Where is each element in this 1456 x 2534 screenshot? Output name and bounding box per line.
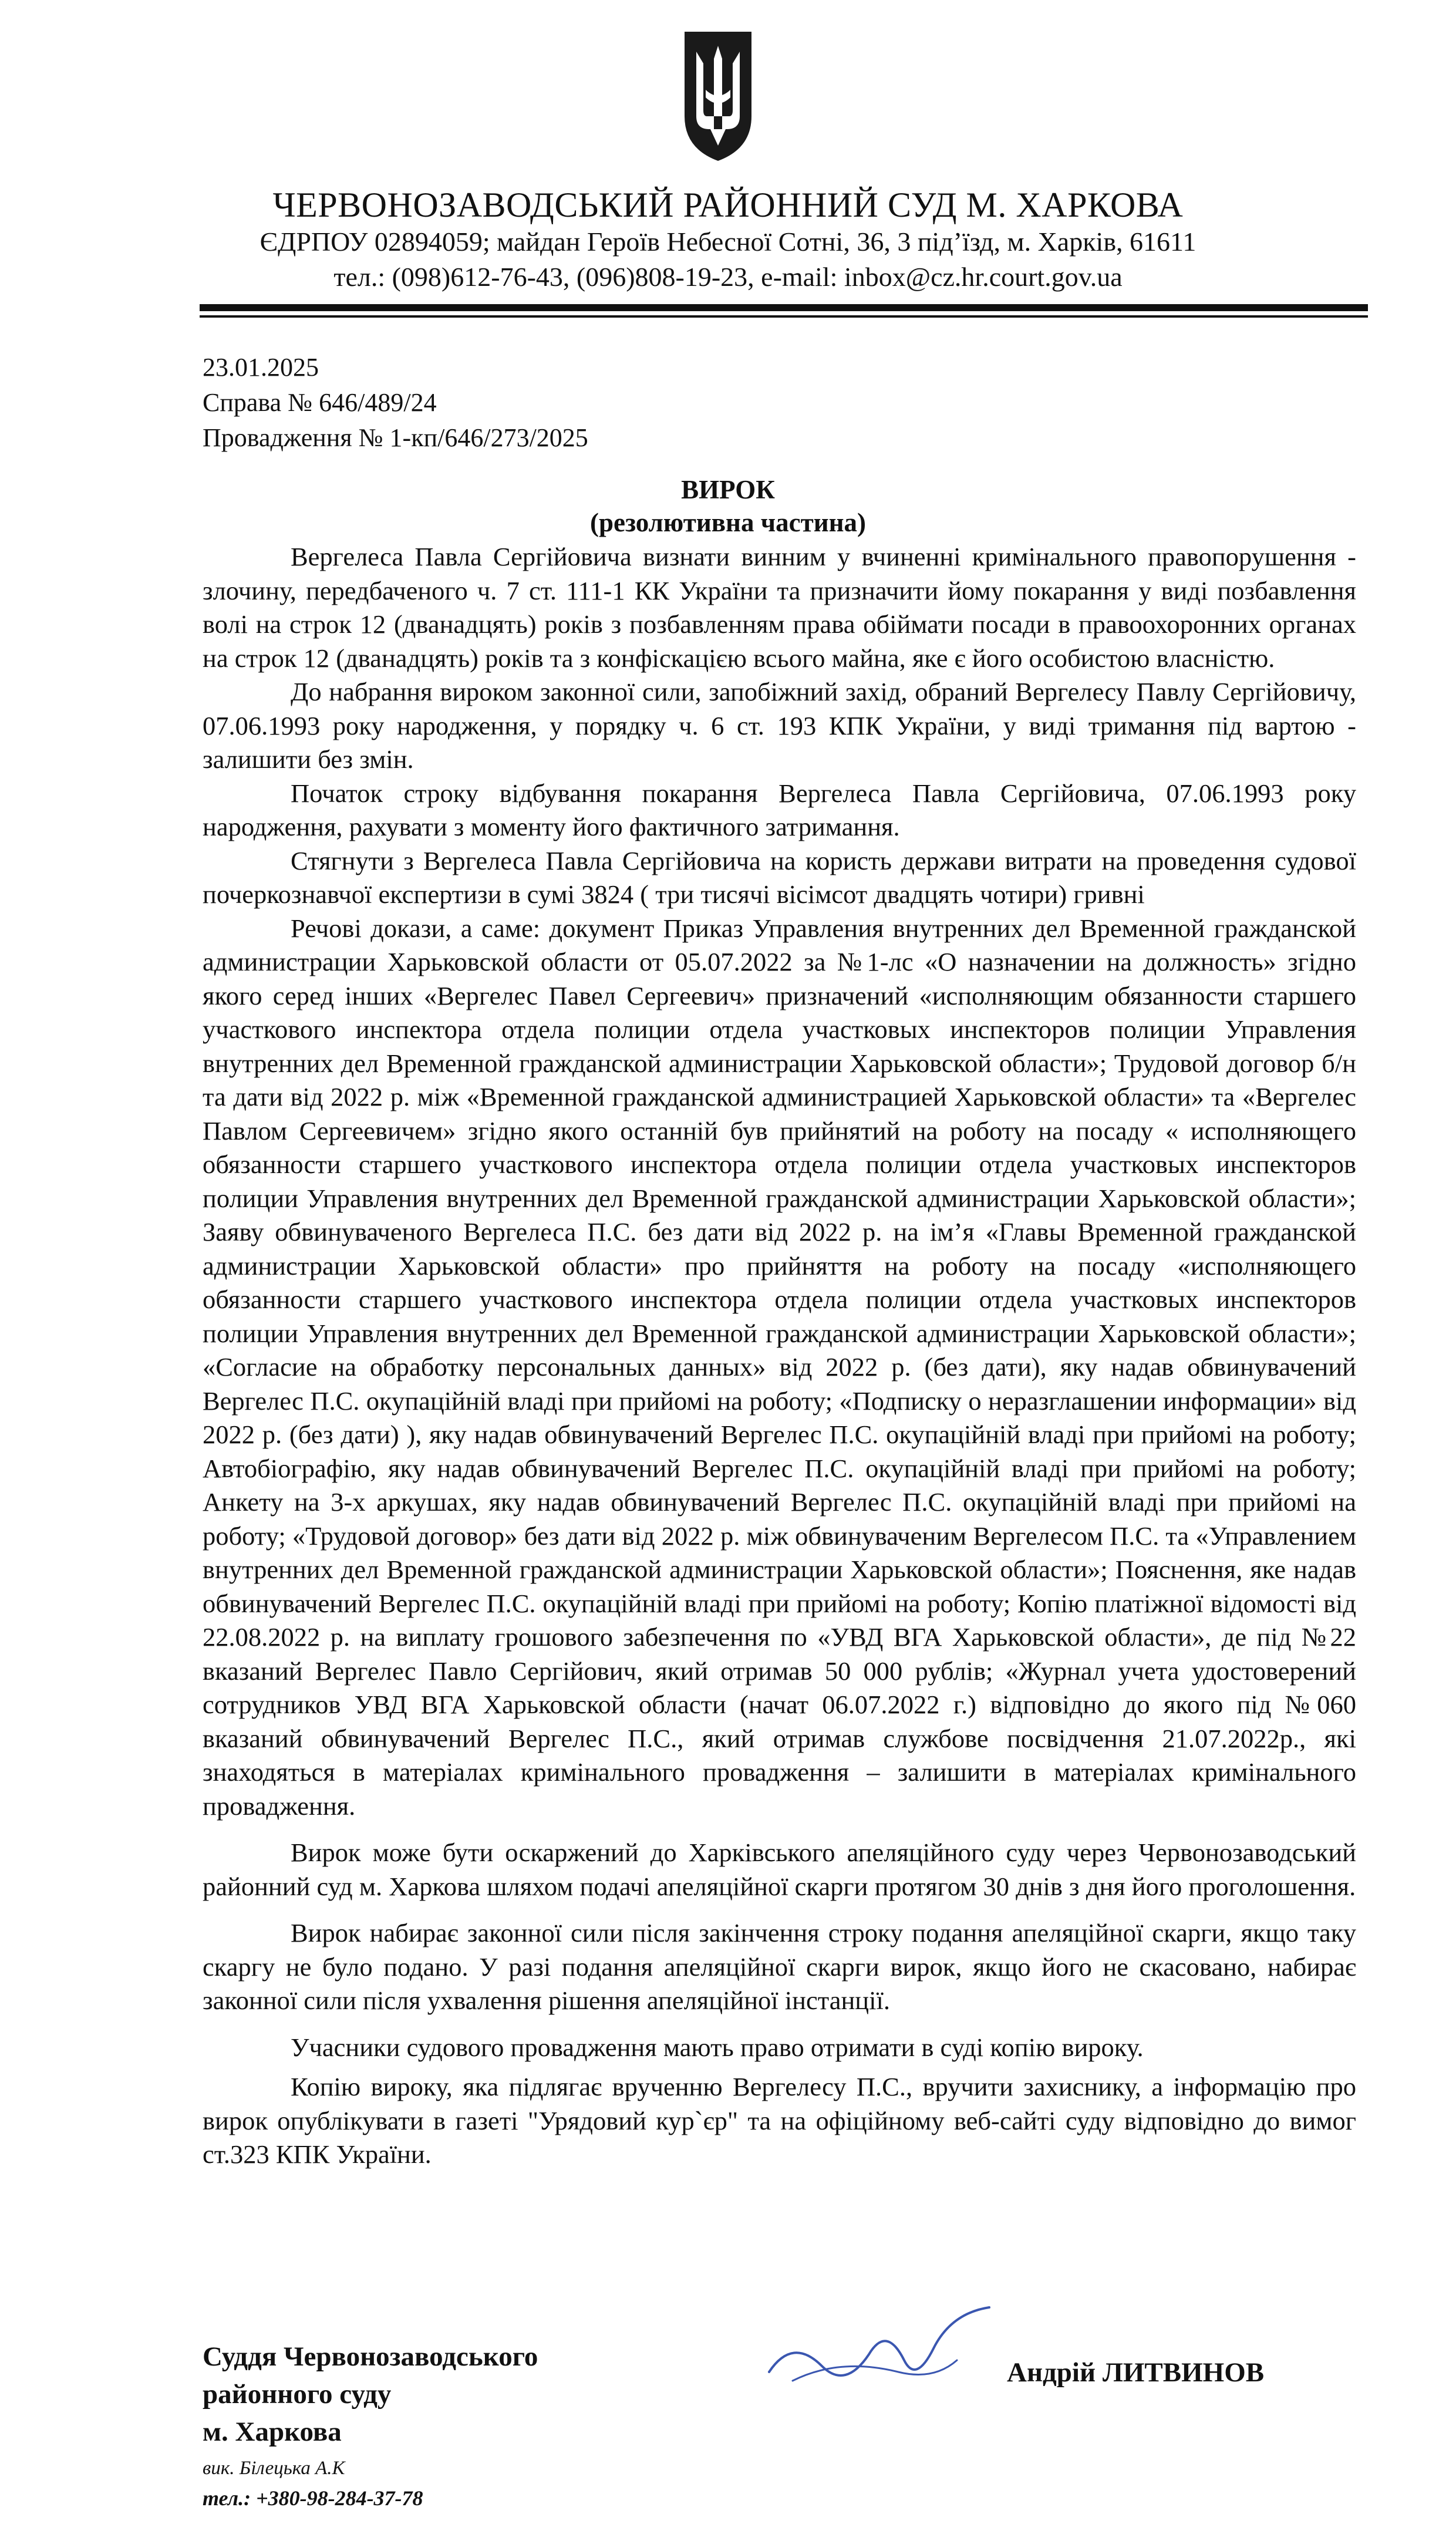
header-rule-thin <box>200 315 1368 318</box>
document-meta <box>203 350 588 456</box>
case-number: Справа № 646/489/24 <box>203 388 437 417</box>
paragraph-appeal: Вирок може бути оскаржений до Харківського апеляційного суду через Червонозаводський районний суд м. Харкова шляхом подачі апеляційної скарги протягом 30 днів з дня його проголошення. <box>203 1838 1356 1901</box>
paragraph-copy-right: Учасники судового провадження мають право отримати в суді копію вироку. <box>291 2032 1144 2062</box>
executor-phone: тел.: +380-98-284-37-78 <box>203 2486 423 2510</box>
paragraph-verdict: Вергелеса Павла Сергійовича визнати винним у вчиненні кримінального правопорушення - злочину, передбаченого ч. 7 ст. 111-1 КК України та призначити йому покарання у виді позбавлення волі на строк 12 (дванадцять) років з позбавленням права обіймати посади в правоохоронних органах на строк 12 (дванадцять) років та з конфіскацією всього майна, яке є його особистою власністю. <box>203 542 1356 673</box>
judge-title <box>203 2338 538 2451</box>
court-contacts: тел.: (098)612-76-43, (096)808-19-23, e-mail: inbox@cz.hr.court.gov.ua <box>333 262 1123 292</box>
header-rule-thick <box>200 304 1368 311</box>
trident-emblem-icon <box>680 28 756 163</box>
document-subtitle: (резолютивна частина) <box>589 508 867 537</box>
judge-title-line2: районного суду <box>203 2379 392 2410</box>
court-address: ЄДРПОУ 02894059; майдан Героїв Небесної Сотні, 36, 3 під’їзд, м. Харків, 61611 <box>259 227 1197 257</box>
document-title: ВИРОК <box>681 475 775 504</box>
judge-name: Андрій ЛИТВИНОВ <box>1007 2357 1265 2388</box>
paragraph-term-start: Початок строку відбування покарання Вергелеса Павла Сергійовича, 07.06.1993 року народження, рахувати з моменту його фактичного затримання. <box>203 778 1356 841</box>
executor: вик. Білецька А.К <box>203 2458 345 2479</box>
paragraph-publication: Копію вироку, яка підлягає врученню Вергелесу П.С., вручити захиснику, а інформацію про вирок опублікувати в газеті "Урядовий кур`єр" та на офіційному веб-сайті суду відповідно до вимог ст.323 КПК України. <box>203 2072 1356 2169</box>
paragraph-entry-into-force: Вирок набирає законної сили після закінчення строку подання апеляційної скарги, якщо таку скаргу не було подано. У разі подання апеляційної скарги вирок, якщо його не скасовано, набирає законної сили після ухвалення рішення апеляційної інстанції. <box>203 1918 1356 2015</box>
verdict-body <box>203 540 1356 2172</box>
paragraph-preventive-measure: До набрання вироком законної сили, запобіжний захід, обраний Вергелесу Павлу Сергійовичу, 07.06.1993 року народження, у порядку ч. 6 ст. 193 КПК України, у виді тримання під вартою - залишити без змін. <box>203 677 1356 774</box>
judge-title-line1: Суддя Червонозаводського <box>203 2341 538 2372</box>
paragraph-evidence: Речові докази, а саме: документ Приказ Управления внутренних дел Временной гражданской администрации Харьковской области от 05.07.2022 за №1-лс «О назначении на должность» згідно якого серед інших «Вергелес Павел Сергеевич» призначений «исполняющим обязанности старшего участкового инспектора отдела полиции отдела участковых инспекторов полиции Управления внутренних дел Временной гражданской администрации Харьковской области»; Трудовой договор б/н та дати від 2022 р. між «Временной гражданской администрацией Харьковской области» та «Вергелес Павлом Сергеевичем» згідно якого останній був прийнятий на роботу на посаду « исполняющего обязанности старшего участкового инспектора отдела полиции отдела участковых инспекторов полиции Управления внутренних дел Временной гражданской администрации Харьковской области»; Заяву обвинуваченого Вергелеса П.С. без дати від 2022 р. на ім’я «Главы Временной гражданской администрации Харьковской области» про прийняття на роботу на посаду «исполняющего обязанности старшего участкового инспектора отдела полиции отдела участковых инспекторов полиции Управления внутренних дел Временной гражданской администрации Харьковской области»; «Согласие на обработку персональных данных» від 2022 р. (без дати), яку надав обвинувачений Вергелес П.С. окупаційній владі при прийомі на роботу; «Подписку о неразглашении информации» від 2022 р. (без дати) ), яку надав обвинувачений Вергелес П.С. окупаційній владі при прийомі на роботу; Автобіографію, яку надав обвинувачений Вергелес П.С. окупаційній владі при прийомі на роботу; Анкету на 3-х аркушах, яку надав обвинувачений Вергелес П.С. окупаційній владі при прийомі на роботу; «Трудовой договор» без дати від 2022 р. між обвинуваченим Вергелесом П.С. та «Управлением внутренних дел Временной гражданской администрации Харьковской области»; Пояснення, яке надав обвинувачений Вергелес П.С. окупаційній владі при прийомі на роботу; Копію платіжної відомості від 22.08.2022 р. на виплату грошового забезпечення по «УВД ВГА Харьковской области», де під №22 вказаний Вергелес Павло Сергійович, який отримав 50 000 рублів; «Журнал учета удостоверений сотрудников УВД ВГА Харьковской области (начат 06.07.2022 г.) відповідно до якого під №060 вказаний обвинувачений Вергелес П.С., який отримав службове посвідчення 21.07.2022р., які знаходяться в матеріалах кримінального провадження – залишити в матеріалах кримінального провадження. <box>203 913 1356 1821</box>
judge-title-line3: м. Харкова <box>203 2417 342 2447</box>
handwritten-signature <box>757 2302 1004 2395</box>
proceeding-number: Провадження № 1-кп/646/273/2025 <box>203 423 588 452</box>
court-name: ЧЕРВОНОЗАВОДСЬКИЙ РАЙОННИЙ СУД М. ХАРКОВА <box>272 186 1184 224</box>
document-date: 23.01.2025 <box>203 353 319 382</box>
paragraph-costs: Стягнути з Вергелеса Павла Сергійовича на користь держави витрати на проведення судової почеркознавчої експертизи в сумі 3824 ( три тисячі вісімсот двадцять чотири) гривні <box>203 845 1356 909</box>
